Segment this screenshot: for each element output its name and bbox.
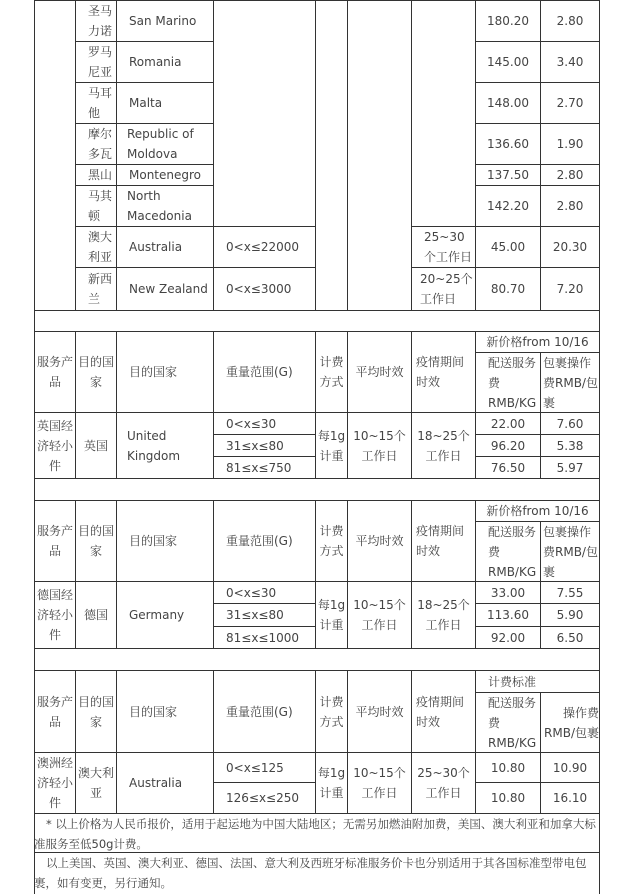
price-cell: 148.00 [475,82,540,123]
header-dest: 目的国家 [75,500,116,581]
header-time: 平均时效 [347,331,411,412]
spacer-row [34,478,600,500]
spacer-row [34,648,600,670]
header-delivery: 配送服务费RMB/KG [475,521,540,581]
weight-merged-cell [213,0,315,226]
price-cell: 137.50 [475,164,540,185]
price-cell: 80.70 [475,267,540,310]
uk-price-cell: 22.00 [475,412,540,434]
dest-cn-cell: 罗马尼亚 [75,41,116,82]
epidemic-cell: 20~25个工作日 [411,267,475,310]
dest-cn-cell: 摩尔多瓦 [75,123,116,164]
header-dest-country: 目的国家 [116,670,213,752]
price-cell: 180.20 [475,0,540,41]
header-dest-country: 目的国家 [116,500,213,581]
uk-price-cell: 76.50 [475,456,540,478]
epidemic-merged-cell [411,0,475,226]
weight-cell: 0<x≤3000 [213,267,315,310]
uk-fee-cell: 5.38 [540,434,600,456]
de-price-cell: 33.00 [475,581,540,603]
au-billing-cell: 每1g计重 [315,752,347,813]
header-delivery: 配送服务费RMB/KG [475,692,540,752]
header-time: 平均时效 [347,500,411,581]
footnote-2: 以上美国、英国、澳大利亚、德国、法国、意大利及西班牙标准服务价卡也分别适用于其各国标准型带电包裹，如有变更，另行通知。 [34,856,587,890]
au-dest-cell: 澳大利亚 [75,752,116,813]
header-billing: 计费方式 [315,500,347,581]
uk-fee-cell: 5.97 [540,456,600,478]
uk-weight-cell: 81≤x≤750 [213,456,315,478]
fee-cell: 3.40 [540,41,600,82]
dest-en-cell: Malta [116,82,213,123]
time-merged-cell [347,0,411,310]
fee-cell: 2.80 [540,185,600,226]
de-weight-cell: 31≤x≤80 [213,603,315,626]
header-delivery: 配送服务费RMB/KG [475,352,540,412]
uk-epidemic-cell: 18~25个工作日 [411,412,475,478]
spacer-row [34,310,600,331]
weight-cell: 0<x≤22000 [213,226,315,267]
uk-product-cell: 英国经济轻小件 [34,412,75,478]
header-epidemic: 疫情期间时效 [411,500,475,581]
header-new-price: 新价格from 10/16 [475,331,600,352]
au-time-cell: 10~15个工作日 [347,752,411,813]
header-handling: 包裹操作费RMB/包裹 [540,521,600,581]
de-product-cell: 德国经济轻小件 [34,581,75,648]
dest-en-cell: North Macedonia [116,185,213,226]
uk-price-cell: 96.20 [475,434,540,456]
uk-dest-cell: 英国 [75,412,116,478]
uk-weight-cell: 0<x≤30 [213,412,315,434]
fee-cell: 2.80 [540,0,600,41]
uk-weight-cell: 31≤x≤80 [213,434,315,456]
de-dest-cell: 德国 [75,581,116,648]
header-epidemic: 疫情期间时效 [411,331,475,412]
dest-en-cell: Republic of Moldova [116,123,213,164]
uk-country-cell: United Kingdom [116,412,213,478]
header-time: 平均时效 [347,670,411,752]
au-price-cell: 10.80 [475,782,540,813]
header-handling: 包裹操作费RMB/包裹 [540,352,600,412]
billing-merged-cell [315,0,347,310]
de-price-cell: 113.60 [475,603,540,626]
de-fee-cell: 5.90 [540,603,600,626]
header-product: 服务产品 [34,331,75,412]
header-product: 服务产品 [34,670,75,752]
dest-cn-cell: 黑山 [75,164,116,185]
au-price-cell: 10.80 [475,752,540,782]
price-cell: 142.20 [475,185,540,226]
au-fee-cell: 16.10 [540,782,600,813]
header-dest: 目的国家 [75,670,116,752]
header-epidemic: 疫情期间时效 [411,670,475,752]
dest-en-cell: Romania [116,41,213,82]
fee-cell: 2.70 [540,82,600,123]
uk-fee-cell: 7.60 [540,412,600,434]
de-weight-cell: 0<x≤30 [213,581,315,603]
top-left-block [34,0,75,310]
epidemic-cell: 25~30个工作日 [411,226,475,267]
de-country-cell: Germany [116,581,213,648]
dest-cn-cell: 新西兰 [75,267,116,310]
fee-cell: 20.30 [540,226,600,267]
fee-cell: 7.20 [540,267,600,310]
de-billing-cell: 每1g计重 [315,581,347,648]
de-fee-cell: 7.55 [540,581,600,603]
header-product: 服务产品 [34,500,75,581]
dest-en-cell: New Zealand [116,267,213,310]
dest-cn-cell: 马其顿 [75,185,116,226]
au-weight-cell: 126≤x≤250 [213,782,315,813]
price-cell: 45.00 [475,226,540,267]
dest-cn-cell: 马耳他 [75,82,116,123]
header-billing-standard: 计费标准 [475,670,600,692]
dest-cn-cell: 圣马力诺 [75,0,116,41]
fee-cell: 1.90 [540,123,600,164]
header-weight: 重量范围(G) [213,500,315,581]
uk-time-cell: 10~15个工作日 [347,412,411,478]
header-weight: 重量范围(G) [213,331,315,412]
de-time-cell: 10~15个工作日 [347,581,411,648]
au-epidemic-cell: 25~30个工作日 [411,752,475,813]
de-weight-cell: 81≤x≤1000 [213,626,315,648]
de-fee-cell: 6.50 [540,626,600,648]
fee-cell: 2.80 [540,164,600,185]
dest-cn-cell: 澳大利亚 [75,226,116,267]
header-billing: 计费方式 [315,331,347,412]
header-handling: 操作费RMB/包裹 [540,692,600,752]
price-cell: 136.60 [475,123,540,164]
dest-en-cell: Australia [116,226,213,267]
header-new-price: 新价格from 10/16 [475,500,600,521]
au-fee-cell: 10.90 [540,752,600,782]
au-country-cell: Australia [116,752,213,813]
header-weight: 重量范围(G) [213,670,315,752]
de-price-cell: 92.00 [475,626,540,648]
dest-en-cell: Montenegro [116,164,213,185]
au-product-cell: 澳洲经济轻小件 [34,752,75,813]
au-weight-cell: 0<x≤125 [213,752,315,782]
header-billing: 计费方式 [315,670,347,752]
price-cell: 145.00 [475,41,540,82]
de-epidemic-cell: 18~25个工作日 [411,581,475,648]
header-dest: 目的国家 [75,331,116,412]
footnote-1: * 以上价格为人民币报价，适用于起运地为中国大陆地区；无需另加燃油附加费，美国、澳大利亚和加拿大标准服务至低50g计费。 [34,817,596,851]
uk-billing-cell: 每1g计重 [315,412,347,478]
dest-en-cell: San Marino [116,0,213,41]
header-dest-country: 目的国家 [116,331,213,412]
